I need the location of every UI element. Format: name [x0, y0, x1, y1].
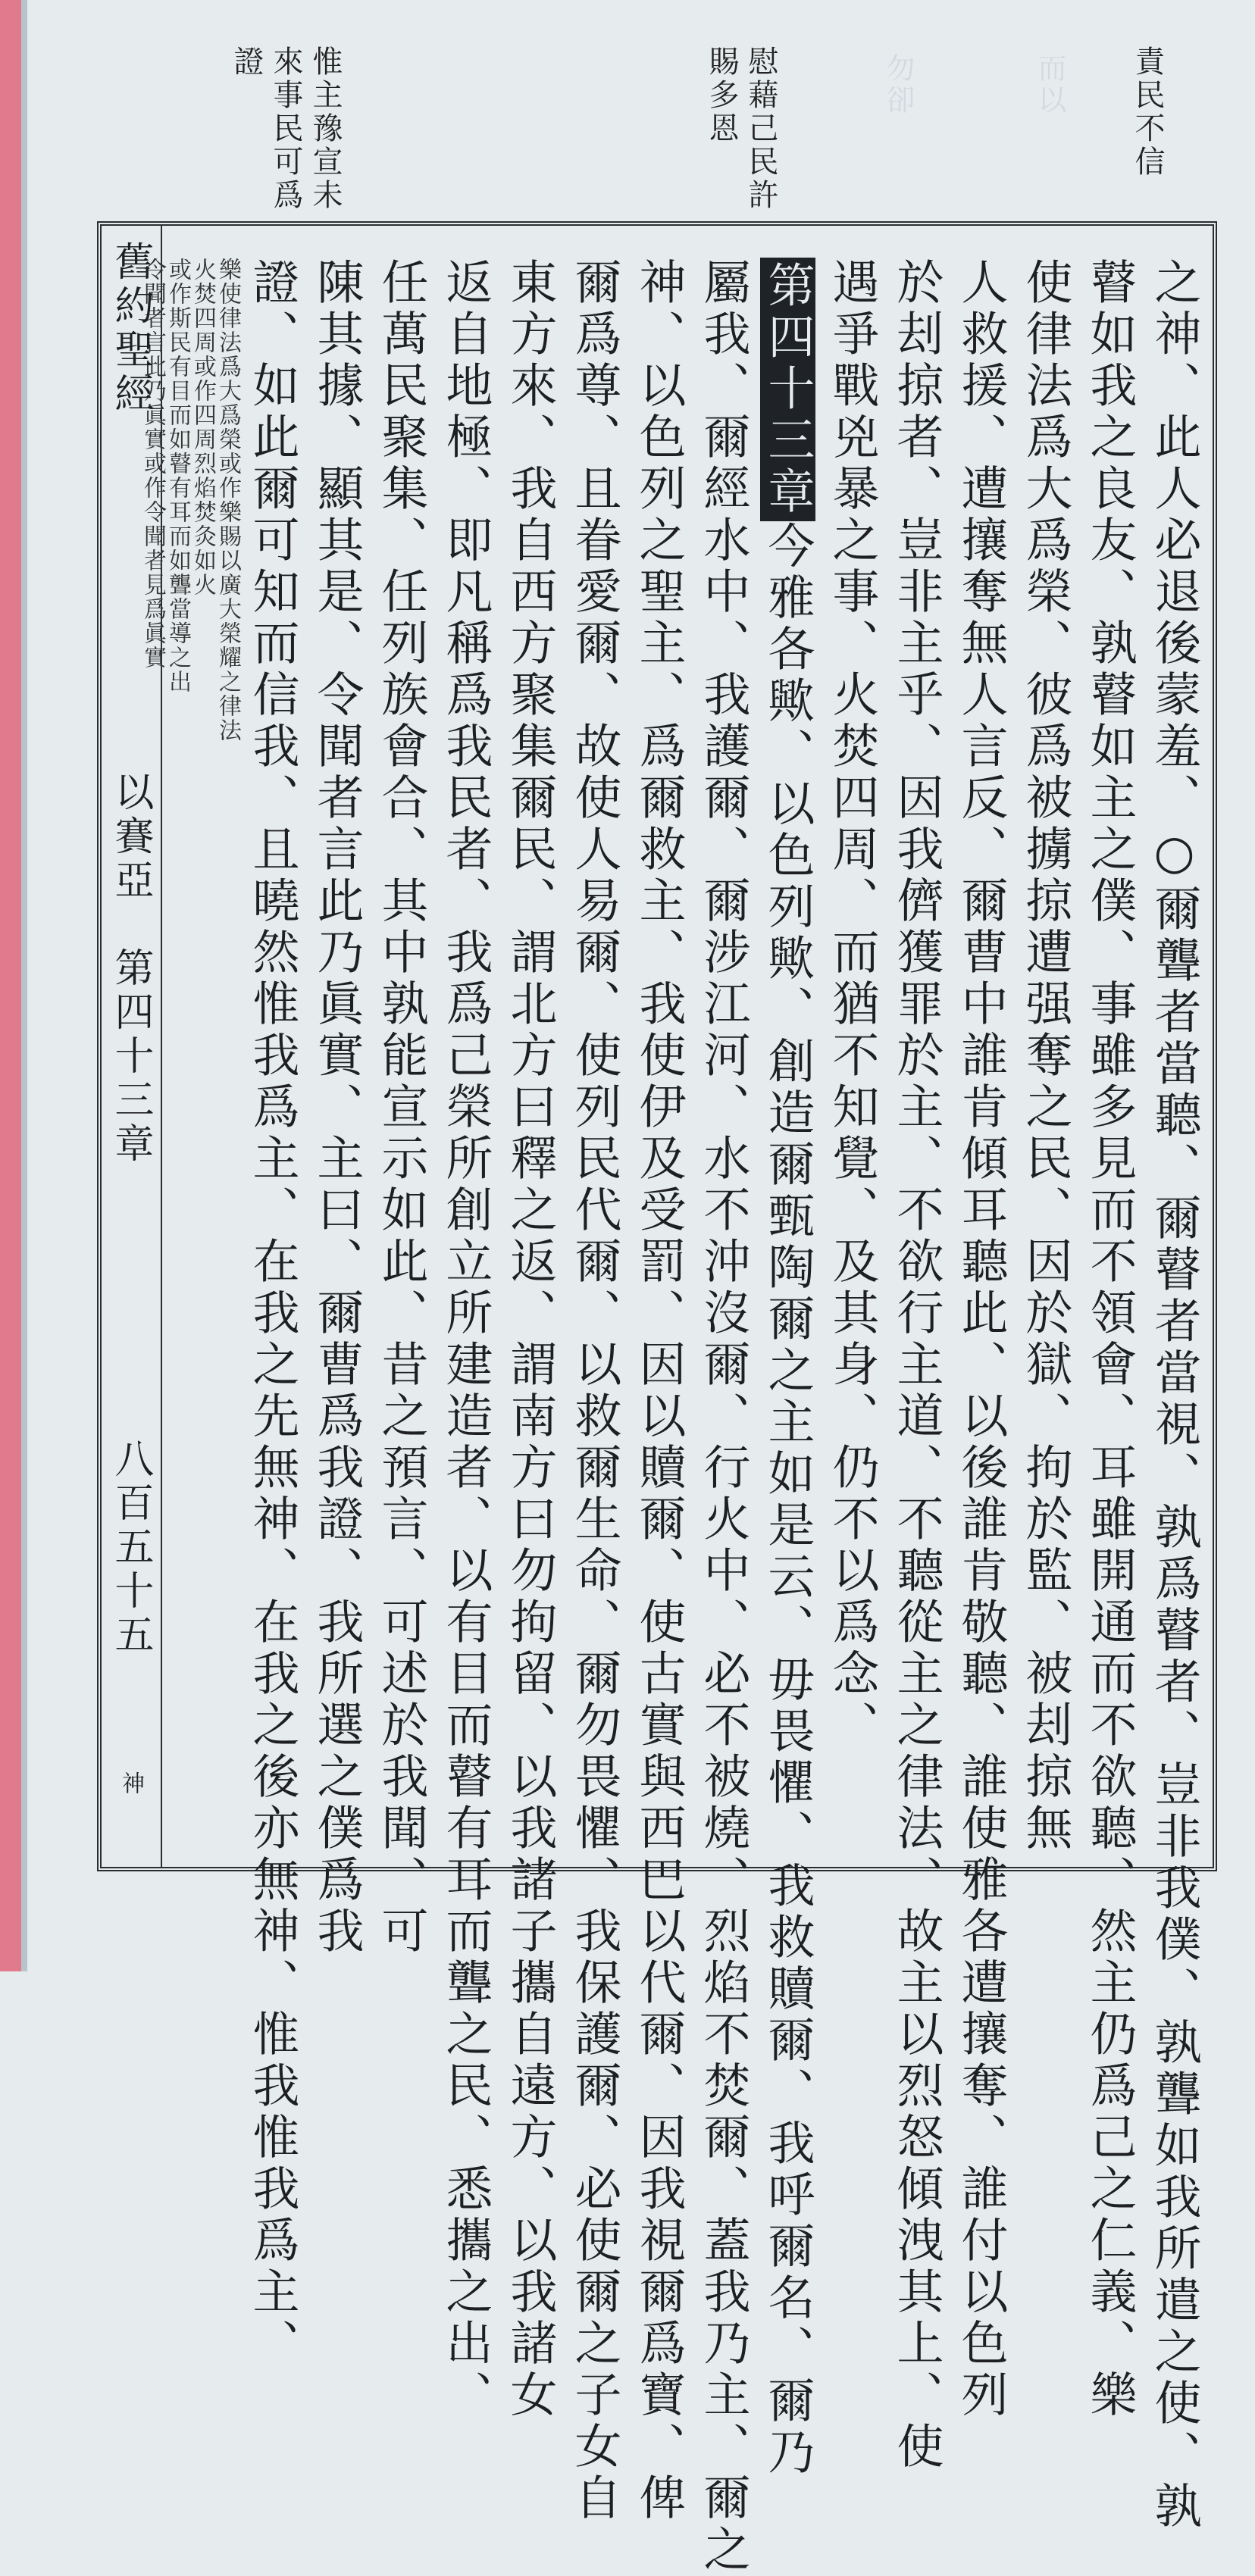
annotation: 令聞者言此乃眞實或作令聞者見爲眞實 — [139, 258, 166, 670]
book-title: 舊約聖經 — [108, 241, 153, 417]
chapter-heading: 第四十三章 — [760, 258, 815, 521]
bleed-through-text: 勿卻 — [881, 53, 915, 117]
text-column: 東方來、我自西方聚集爾民、謂北方曰釋之返、謂南方曰勿拘留、以我諸子攜自遠方、以我諸女 — [502, 258, 558, 2421]
page-edge — [0, 0, 21, 1971]
chapter-title: 以賽亞 第四十三章 — [108, 771, 153, 1167]
text-column: 返自地極、即凡稱爲我民者、我爲己榮所創立所建造者、以有目而瞽有耳而聾之民、悉攜之出、 — [438, 258, 493, 2421]
text-column: 今雅各歟、以色列歟、創造爾甄陶爾之主如是云、毋畏懼、我救贖爾、我呼爾名、爾乃 — [760, 521, 815, 2479]
text-column: 屬我、爾經水中、我護爾、爾涉江河、水不沖沒爾、行火中、必不被燒、烈焰不焚爾、蓋我乃主、爾之 — [696, 258, 751, 2576]
annotation: 或作斯民有目而如瞽有耳而如聾當導之出 — [164, 258, 191, 694]
headnote-3: 惟主豫宣未來事民可爲證 — [229, 45, 343, 212]
scripture-text — [139, 258, 1206, 2576]
bleed-through-text: 而以 — [1033, 53, 1066, 117]
text-column: 之神、此人必退後蒙羞、○爾聾者當聽、爾瞽者當視、孰爲瞽者、豈非我僕、孰聾如我所遣之使、孰 — [1147, 258, 1202, 2533]
text-column: 證、如此爾可知而信我、且曉然惟我爲主、在我之先無神、在我之後亦無神、惟我惟我爲主、 — [245, 258, 300, 2370]
catchword: 神 — [117, 1771, 144, 1799]
running-footer — [108, 241, 153, 1862]
text-column: 於刦掠者、豈非主乎、因我儕獲罪於主、不欲行主道、不聽從主之律法、故主以烈怒傾洩其上、使 — [889, 258, 944, 2473]
text-column: 瞽如我之良友、孰瞽如主之僕、事雖多見而不領會、耳雖開通而不欲聽、然主仍爲己之仁義、樂 — [1082, 258, 1138, 2421]
text-column: 人救援、遭攘奪無人言反、爾曹中誰肯傾耳聽此、以後誰肯敬聽、誰使雅各遭攘奪、誰付以色列 — [953, 258, 1009, 2421]
text-column: 使律法爲大爲榮、彼爲被擄掠遭强奪之民、因於獄、拘於監、被刦掠無 — [1018, 258, 1073, 1855]
headnote-1: 責民不信 — [1130, 45, 1165, 179]
page-number: 八百五十五 — [108, 1438, 153, 1658]
text-column: 陳其據、顯其是、令聞者言此乃眞實、主曰、爾曹爲我證、我所選之僕爲我 — [309, 258, 365, 1958]
page-binding — [21, 0, 27, 1971]
text-column: 神、以色列之聖主、爲爾救主、我使伊及受罰、因以贖爾、使古實與西巴以代爾、因我視爾爲寶、俾 — [631, 258, 687, 2524]
chapter-column — [756, 258, 820, 2479]
text-column: 爾爲尊、且眷愛爾、故使人易爾、使列民代爾、以救爾生命、爾勿畏懼、我保護爾、必使爾之子女自 — [567, 258, 622, 2524]
text-column: 遇爭戰兇暴之事、火焚四周、而猶不知覺、及其身、仍不以爲念、 — [825, 258, 880, 1752]
text-column: 任萬民聚集、任列族會合、其中孰能宣示如此、昔之預言、可述於我聞、可 — [374, 258, 429, 1958]
headnote-2: 慰藉己民許賜多恩 — [704, 45, 778, 212]
annotation: 火焚四周或作四周烈焰焚灸如火 — [189, 258, 216, 597]
annotation: 樂使律法爲大爲榮或作樂賜以廣大榮耀之律法 — [214, 258, 241, 742]
